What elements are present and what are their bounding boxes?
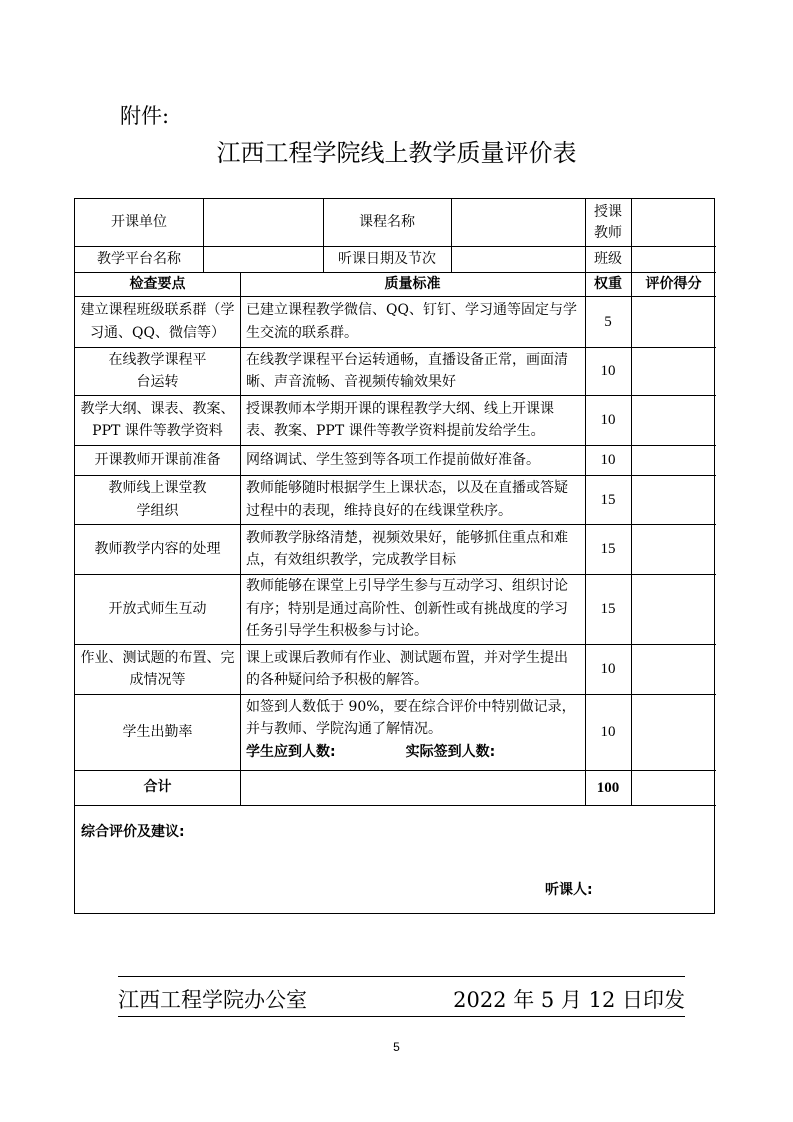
evaluation-table [74, 198, 715, 914]
attachment-label: 附件: [120, 104, 170, 128]
quality-standard: 在线教学课程平台运转通畅，直播设备正常，画面清晰、声音流畅、音视频传输效果好 [246, 351, 568, 390]
quality-standard: 教师能够在课堂上引导学生参与互动学习、组织讨论有序；特别是通过高阶性、创新性或有挑战度的学习任务引导学生积极参与讨论。 [246, 578, 568, 640]
attendance-counts [246, 741, 579, 763]
column-header-weight: 权重 [594, 275, 622, 292]
footer-bottom-rule [118, 1016, 685, 1017]
check-point: 在线教学课程平台运转 [108, 351, 207, 390]
actual-count-label: 实际签到人数: [405, 743, 496, 760]
course-field[interactable] [451, 199, 585, 246]
weight-value: 10 [600, 452, 616, 468]
weight-value: 5 [604, 313, 612, 330]
expected-count-label: 学生应到人数: [246, 743, 336, 760]
weight-value: 15 [600, 541, 616, 557]
footer-office: 江西工程学院办公室 [118, 988, 307, 1012]
attendance-standard-text: 如签到人数低于 90%，要在综合评价中特别做记录，并与教师、学院沟通了解情况。 [246, 699, 576, 738]
check-point: 作业、测试题的布置、完成情况等 [80, 649, 235, 688]
platform-label: 教学平台名称 [97, 250, 181, 267]
check-point: 教师线上课堂教学组织 [108, 480, 207, 519]
footer-top-rule [118, 976, 685, 977]
quality-standard [240, 694, 585, 770]
page-number: 5 [393, 1040, 400, 1054]
quality-standard: 教师能够随时根据学生上课状态，以及在直播或答疑过程中的表现，维持良好的在线课堂秩序。 [246, 480, 568, 519]
score-field[interactable] [631, 445, 716, 475]
score-field[interactable] [631, 694, 716, 770]
score-field[interactable] [631, 296, 716, 347]
teacher-label: 授课教师 [594, 204, 622, 241]
score-field[interactable] [631, 524, 716, 574]
check-point: 学生出勤率 [122, 723, 193, 740]
course-label: 课程名称 [359, 214, 415, 231]
quality-standard: 教师教学脉络清楚，视频效果好，能够抓住重点和难点，有效组织教学，完成教学目标 [246, 529, 568, 568]
total-weight: 100 [596, 779, 620, 796]
score-field[interactable] [631, 395, 716, 445]
weight-value: 10 [600, 412, 616, 428]
comments-label: 综合评价及建议: [81, 824, 185, 840]
platform-field[interactable] [203, 246, 323, 272]
column-header-point: 检查要点 [129, 275, 186, 292]
score-field[interactable] [631, 475, 716, 524]
teacher-field[interactable] [631, 199, 716, 246]
quality-standard: 课上或课后教师有作业、测试题布置，并对学生提出的各种疑问给予积极的解答。 [246, 649, 568, 688]
date-label: 听课日期及节次 [338, 250, 436, 267]
class-label: 班级 [594, 250, 622, 267]
weight-value: 15 [600, 491, 616, 508]
weight-value: 10 [600, 724, 616, 740]
page-title: 江西工程学院线上教学质量评价表 [216, 139, 577, 167]
unit-label: 开课单位 [111, 214, 167, 231]
total-label: 合计 [143, 779, 172, 796]
column-header-standard: 质量标准 [384, 275, 441, 292]
column-header-score: 评价得分 [645, 275, 702, 292]
score-field[interactable] [631, 347, 716, 395]
quality-standard: 授课教师本学期开课的课程教学大纲、线上开课课表、教案、PPT 课件等教学资料提前发给学生。 [246, 400, 554, 439]
observer-label: 听课人: [545, 882, 593, 898]
quality-standard: 已建立课程教学微信、QQ、钉钉、学习通等固定与学生交流的联系群。 [246, 302, 577, 341]
date-field[interactable] [451, 246, 585, 272]
class-field[interactable] [631, 246, 716, 272]
unit-field[interactable] [203, 199, 323, 246]
total-standard [240, 770, 585, 805]
quality-standard: 网络调试、学生签到等各项工作提前做好准备。 [246, 451, 540, 468]
check-point: 开放式师生互动 [108, 600, 207, 617]
score-field[interactable] [631, 644, 716, 694]
weight-value: 10 [600, 661, 616, 677]
check-point: 教师教学内容的处理 [94, 540, 221, 557]
total-score-field[interactable] [631, 770, 716, 805]
weight-value: 15 [600, 601, 616, 617]
score-field[interactable] [631, 574, 716, 644]
check-point: 建立课程班级联系群（学习通、QQ、微信等） [80, 302, 235, 341]
check-point: 教学大纲、课表、教案、PPT 课件等教学资料 [80, 400, 235, 439]
weight-value: 10 [600, 363, 616, 379]
check-point: 开课教师开课前准备 [94, 451, 221, 468]
footer-date: 2022 年 5 月 12 日印发 [453, 988, 685, 1012]
